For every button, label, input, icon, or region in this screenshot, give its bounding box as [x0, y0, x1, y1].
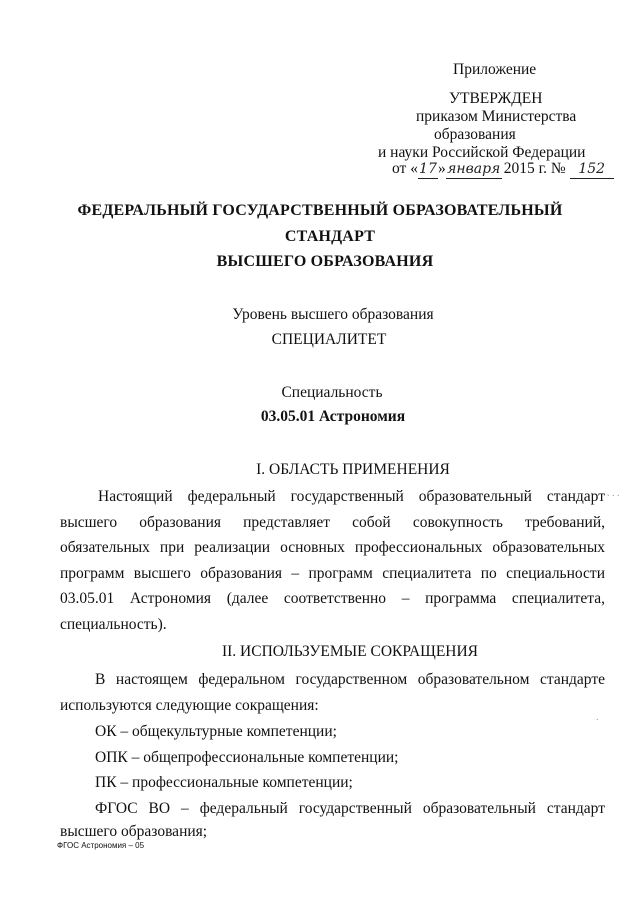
footer-label: ФГОС Астрономия – 05	[57, 841, 145, 850]
section-1-heading: I. ОБЛАСТЬ ПРИМЕНЕНИЯ	[256, 461, 450, 478]
level-value: СПЕЦИАЛИТЕТ	[271, 331, 387, 348]
date-prefix: от «	[392, 160, 418, 177]
date-day-handwritten: 17	[419, 161, 437, 177]
date-month-handwritten: января	[447, 161, 501, 177]
abbreviation-ok: ОК – общекультурные компетенции;	[95, 723, 337, 740]
approval-line-3: и науки Российской Федерации	[378, 144, 586, 161]
abbreviation-fgos-rest: высшего образования;	[60, 822, 208, 840]
abbreviation-fgos	[60, 796, 605, 847]
title-line-3: ВЫСШЕГО ОБРАЗОВАНИЯ	[216, 253, 434, 270]
level-label: Уровень высшего образования	[232, 306, 434, 323]
section-1-paragraph	[60, 484, 605, 637]
date-mid: »	[437, 160, 446, 177]
title-line-2: СТАНДАРТ	[284, 228, 376, 245]
specialty-value: 03.05.01 Астрономия	[260, 408, 406, 425]
date-year: 2015 г. №	[503, 160, 566, 177]
approval-line-2: образования	[434, 126, 516, 143]
section-2-intro	[60, 667, 605, 718]
section-2-intro-rest: используются следующие сокращения:	[60, 696, 319, 714]
abbreviation-pk: ПК – профессиональные компетенции;	[95, 774, 353, 791]
scan-mark: .	[596, 712, 599, 723]
abbreviation-fgos-first-line: ФГОС ВО – федеральный государственный образовательный стандарт	[95, 800, 605, 817]
approval-line-1: приказом Министерства	[416, 108, 577, 125]
approved-label: УТВЕРЖДЕН	[449, 90, 543, 107]
abbreviation-opk: ОПК – общепрофессиональные компетенции;	[95, 749, 399, 766]
appendix-label: Приложение	[453, 61, 537, 78]
approval-date-line	[392, 160, 614, 179]
title-line-1: ФЕДЕРАЛЬНЫЙ ГОСУДАРСТВЕННЫЙ ОБРАЗОВАТЕЛЬНЫЙ	[77, 202, 563, 219]
specialty-label: Специальность	[281, 384, 383, 401]
section-1-rest: высшего образования представляет собой совокупность требований, обязательных при реализации основных профессиональных образовательных программ высшего образования – программ специалитета по специальности 03.05.01 Астрономия (далее соответственно – программа специалитета, специальность).	[60, 513, 605, 633]
scan-mark: . . .	[607, 488, 620, 499]
order-number-handwritten: 152	[570, 160, 614, 179]
section-1-first-line: Настоящий федеральный государственный образовательный стандарт	[98, 488, 605, 505]
section-2-intro-first-line: В настоящем федеральном государственном образовательном стандарте	[95, 671, 605, 688]
section-2-heading: II. ИСПОЛЬЗУЕМЫЕ СОКРАЩЕНИЯ	[221, 643, 479, 660]
